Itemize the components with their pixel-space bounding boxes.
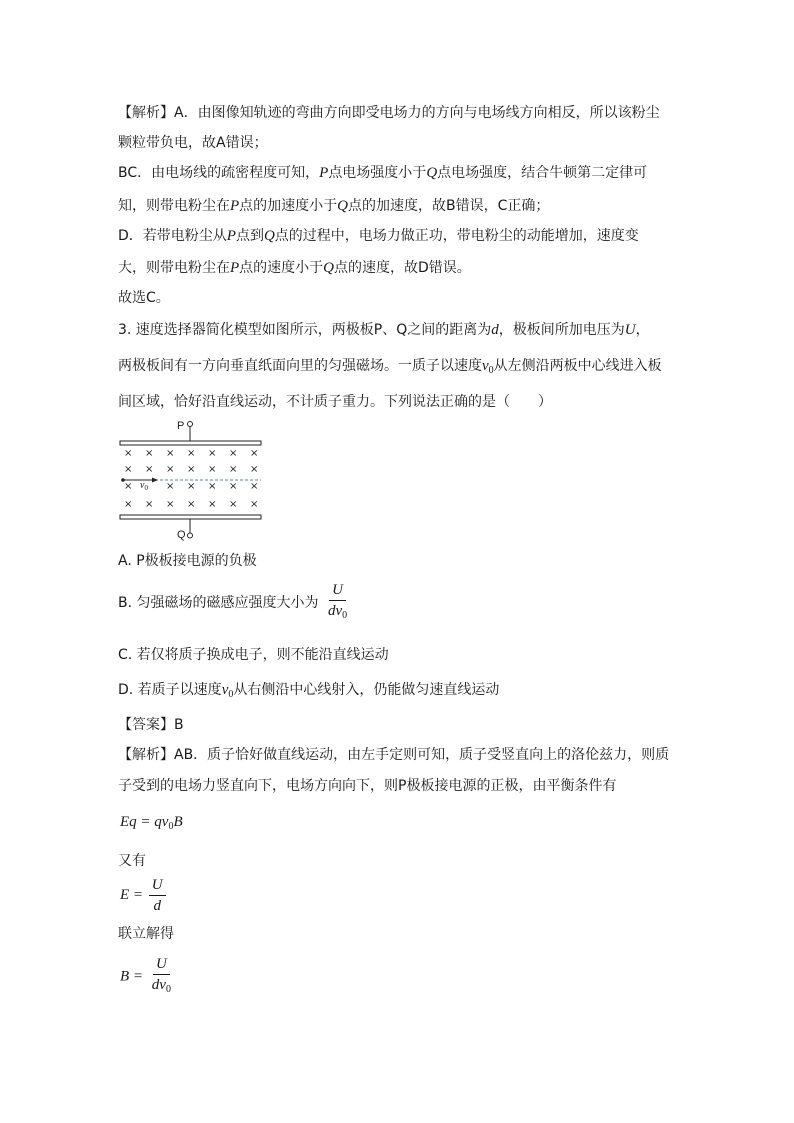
field-cross-icon: ×	[229, 499, 238, 510]
field-cross-icon: ×	[229, 464, 238, 475]
field-cross-icon: ×	[145, 464, 154, 475]
analysis1-conclusion: 故选C。	[118, 290, 170, 306]
field-cross-icon: ×	[166, 464, 175, 475]
field-cross-icon: ×	[250, 499, 259, 510]
field-cross-icon: ×	[250, 448, 259, 459]
magnetic-field-crosses	[124, 448, 258, 510]
analysis1-line6: 大，则带电粉尘在P点的速度小于Q点的速度，故D错误。	[118, 260, 471, 276]
field-cross-icon: ×	[250, 481, 259, 492]
field-cross-icon: ×	[208, 499, 217, 510]
arrowhead-icon	[152, 478, 158, 483]
velocity-selector-figure	[116, 417, 266, 542]
field-cross-icon: ×	[187, 481, 196, 492]
field-cross-icon: ×	[187, 499, 196, 510]
field-cross-icon: ×	[208, 448, 217, 459]
analysis2-line2: 子受到的电场力竖直向下，电场方向向下，则P极板接电源的正极，由平衡条件有	[118, 778, 617, 794]
field-cross-icon: ×	[124, 464, 133, 475]
analysis1-line2: 颗粒带负电，故A错误；	[118, 135, 268, 151]
analysis2-line1: 【解析】AB．质子恰好做直线运动，由左手定则可知，质子受竖直向上的洛伦兹力，则质	[118, 747, 670, 763]
question3-line3: 间区域，恰好沿直线运动，不计质子重力。下列说法正确的是（ ）	[118, 394, 552, 410]
label-q: Q	[177, 529, 186, 541]
label-v0: $v_0$	[140, 480, 148, 492]
answer: 【答案】B	[118, 717, 184, 733]
option-b-fraction: $\frac{U}{dv_0}$	[327, 582, 348, 621]
field-cross-icon: ×	[166, 481, 175, 492]
also-label: 又有	[118, 853, 146, 869]
question3-line1: 3. 速度选择器简化模型如图所示，两极板P、Q之间的距离为d，极板间所加电压为U，	[118, 322, 650, 338]
field-cross-icon: ×	[187, 448, 196, 459]
field-cross-icon: ×	[229, 481, 238, 492]
field-cross-icon: ×	[124, 448, 133, 459]
terminal-q-icon	[188, 533, 193, 538]
field-cross-icon: ×	[208, 464, 217, 475]
equation-3: B = $\frac{U}{dv_0}$	[120, 956, 171, 995]
option-b: B. 匀强磁场的磁感应强度大小为 $\frac{U}{dv_0}$	[118, 581, 352, 623]
field-cross-icon: ×	[166, 499, 175, 510]
field-cross-icon: ×	[166, 448, 175, 459]
field-cross-icon: ×	[124, 499, 133, 510]
solve-label: 联立解得	[118, 926, 174, 942]
analysis1-line4: 知，则带电粉尘在P点的加速度小于Q点的加速度，故B错误，C正确；	[118, 198, 550, 214]
label-p: P	[177, 420, 185, 432]
analysis1-line5: D．若带电粉尘从P点到Q点的过程中，电场力做正功，带电粉尘的动能增加，速度变	[118, 228, 639, 244]
field-cross-icon: ×	[145, 499, 154, 510]
field-cross-icon: ×	[208, 481, 217, 492]
field-cross-icon: ×	[187, 464, 196, 475]
option-a: A. P极板接电源的负极	[118, 553, 257, 569]
field-cross-icon: ×	[250, 464, 259, 475]
equation-2: E = $\frac{U}{d}$	[120, 876, 168, 915]
field-cross-icon: ×	[145, 448, 154, 459]
plate-q	[120, 515, 261, 519]
equation-1: $Eq = qv_0B$	[120, 814, 183, 832]
option-c: C. 若仅将质子换成电子，则不能沿直线运动	[118, 647, 389, 663]
analysis1-line3: BC．由电场线的疏密程度可知，P点电场强度小于Q点电场强度，结合牛顿第二定律可	[118, 165, 648, 181]
field-cross-icon: ×	[124, 481, 133, 492]
option-d: D. 若质子以速度$v_0$从右侧沿中心线射入，仍能做匀速直线运动	[118, 682, 500, 700]
field-cross-icon: ×	[229, 448, 238, 459]
analysis1-line1: 【解析】A．由图像知轨迹的弯曲方向即受电场力的方向与电场线方向相反，所以该粉尘	[118, 105, 660, 121]
question3-line2: 两极板间有一方向垂直纸面向里的匀强磁场。一质子以速度$v_0$从左侧沿两板中心线进入板	[118, 358, 662, 376]
plate-p	[120, 441, 261, 445]
terminal-p-icon	[188, 422, 193, 427]
